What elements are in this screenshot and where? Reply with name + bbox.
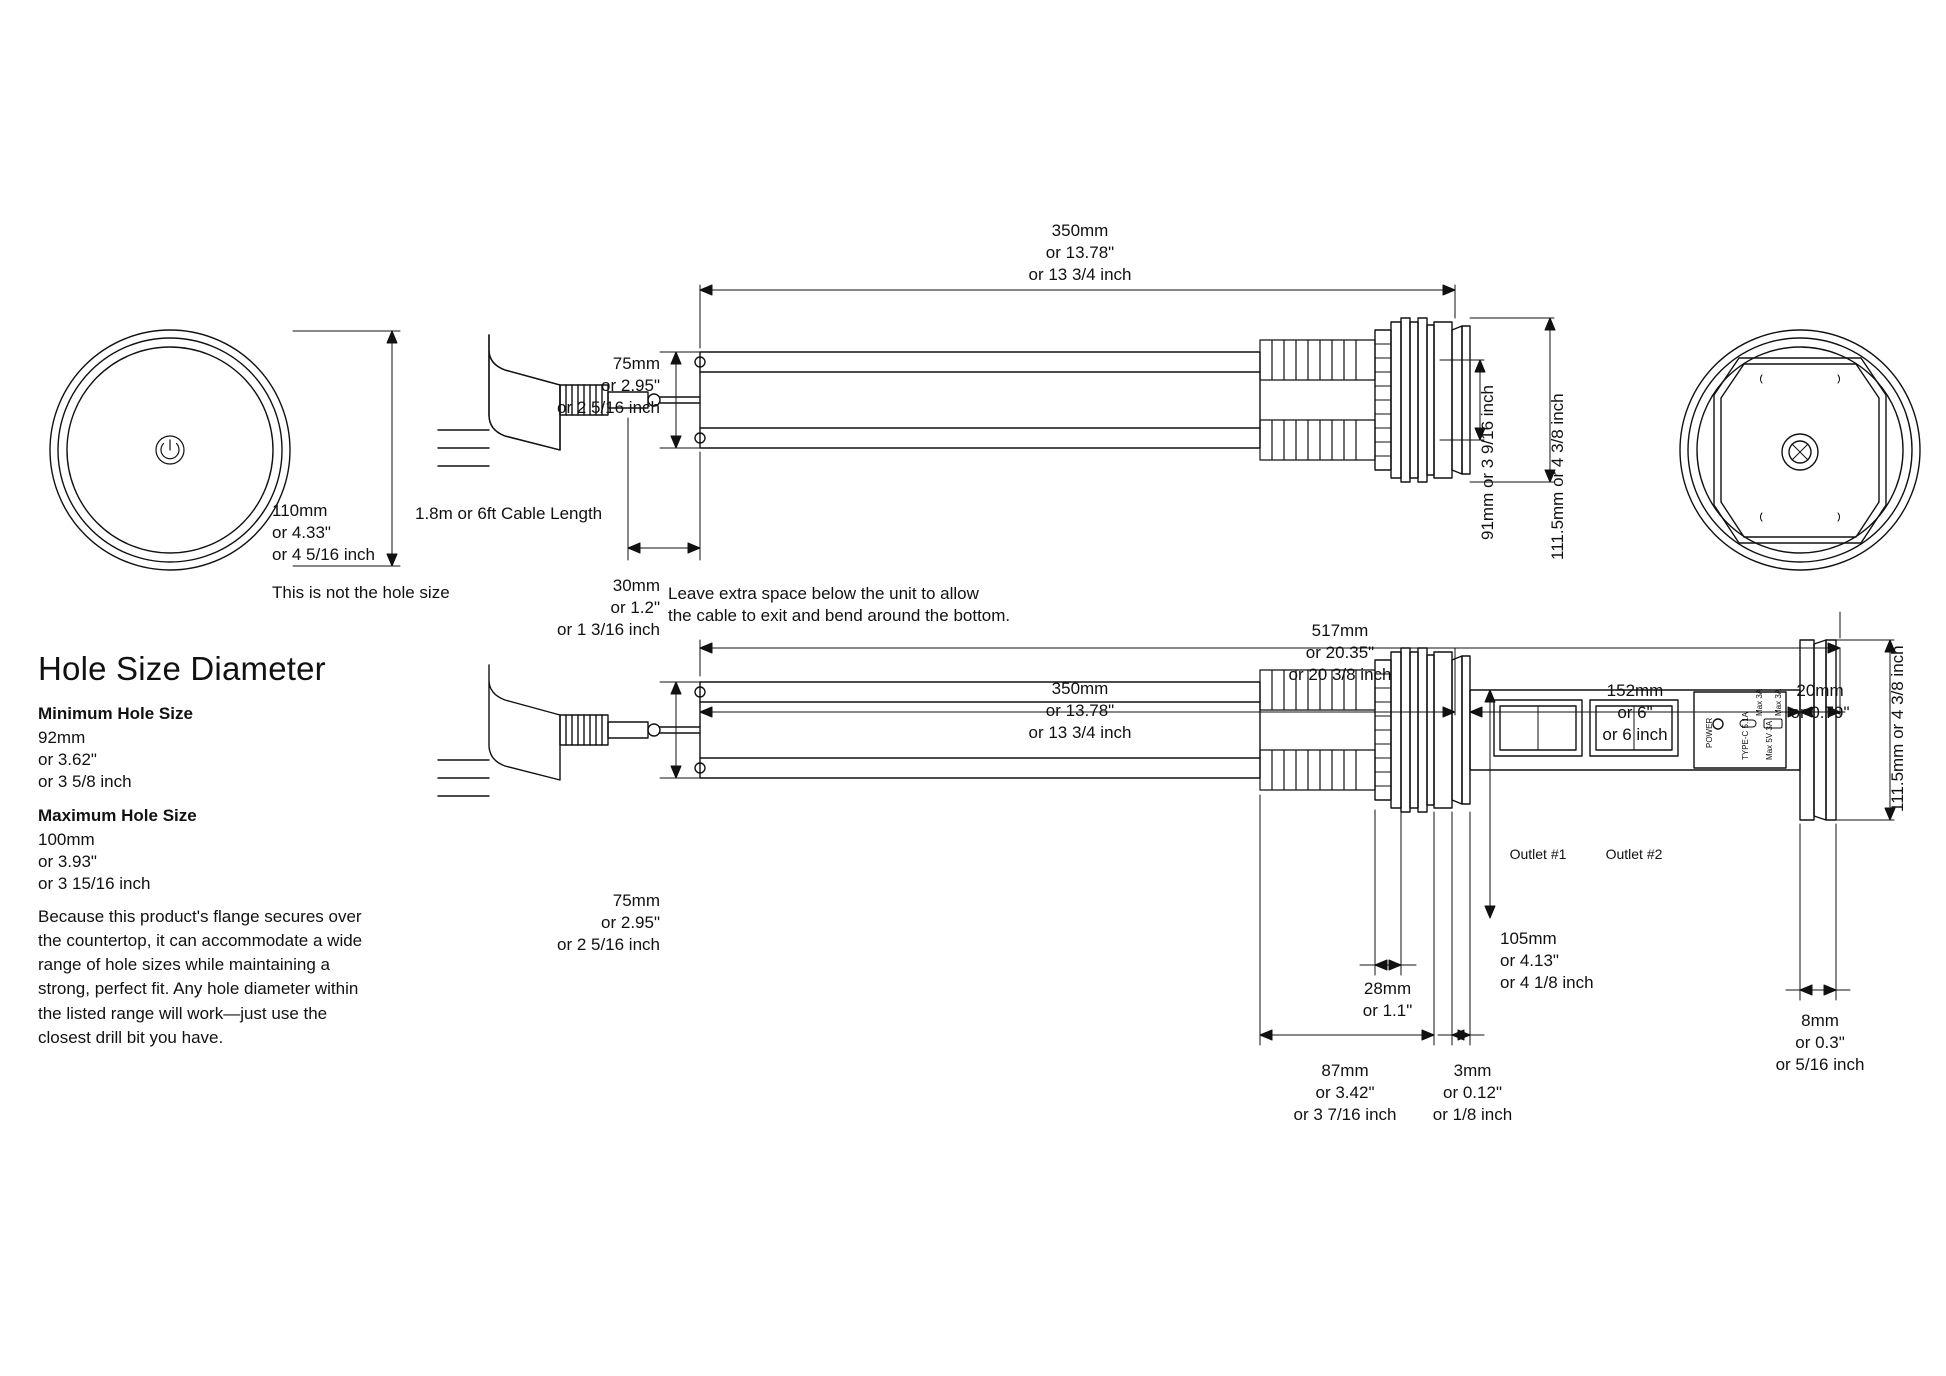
gasket-label: 3mm or 0.12" or 1/8 inch xyxy=(1432,1061,1513,1124)
lower-overall-length-label: 517mm or 20.35" or 20 3/8 inch xyxy=(1288,621,1392,684)
min-hole-label: Minimum Hole Size xyxy=(38,704,193,723)
svg-text:POWER: POWER xyxy=(1705,717,1714,748)
upper-flange-outer-label: 111.5mm or 4 3/8 inch xyxy=(1548,393,1567,560)
min-hole-values: 92mm or 3.62" or 3 5/8 inch xyxy=(38,728,132,791)
top-view-circle xyxy=(50,330,290,570)
hole-size-note: Because this product's flange secures over the countertop, it can accommodate a wide range of hole sizes while maintaining a strong, perfect fit. Any hole diameter within the listed range will work—just use the closest drill bit you have. xyxy=(38,907,363,1047)
lower-body-diameter-label: 75mm or 2.95" or 2 5/16 inch xyxy=(556,891,660,954)
upper-body-diameter-label: 75mm or 2.95" or 2 5/16 inch xyxy=(556,354,660,417)
thread-length-label: 28mm or 1.1" xyxy=(1362,979,1413,1020)
top-view-caption: This is not the hole size xyxy=(272,583,450,602)
svg-text:TYPE-C 5.1A: TYPE-C 5.1A xyxy=(1741,711,1750,760)
cable-length-label: 1.8m or 6ft Cable Length xyxy=(415,504,603,523)
cap-thickness-label: 8mm or 0.3" or 5/16 inch xyxy=(1775,1011,1865,1074)
svg-text:Max 3A: Max 3A xyxy=(1755,688,1764,716)
max-hole-values: 100mm or 3.93" or 3 15/16 inch xyxy=(38,830,151,893)
lower-cap-length-label: 20mm or 0.79" xyxy=(1790,681,1850,722)
svg-text:Max 5V 3A: Max 5V 3A xyxy=(1765,720,1774,760)
svg-text:Max 3A: Max 3A xyxy=(1774,688,1783,716)
top-view-diameter-label: 110mm or 4.33" or 4 5/16 inch xyxy=(272,501,376,564)
collar-width-label: 87mm or 3.42" or 3 7/16 inch xyxy=(1293,1061,1397,1124)
outlet-2-label: Outlet #2 xyxy=(1605,846,1663,862)
lower-plug xyxy=(438,665,700,796)
lower-head-length-label: 152mm or 6" or 6 inch xyxy=(1602,681,1668,744)
max-hole-label: Maximum Hole Size xyxy=(38,806,197,825)
cable-clearance-label: 30mm or 1.2" or 1 3/16 inch xyxy=(556,576,660,639)
lower-tube-length-label: 350mm or 13.78" or 13 3/4 inch xyxy=(1028,679,1132,742)
clearance-note: Leave extra space below the unit to allow the cable to exit and bend around the bottom. xyxy=(668,584,1011,625)
hole-size-heading: Hole Size Diameter xyxy=(38,650,326,687)
outlet-1-label: Outlet #1 xyxy=(1509,846,1567,862)
upper-overall-length-label: 350mm or 13.78" or 13 3/4 inch xyxy=(1028,221,1132,284)
bottom-view-circle xyxy=(1680,330,1920,570)
upper-dimensions xyxy=(628,285,1555,560)
lower-flange-outer-label: 111.5mm or 4 3/8 inch xyxy=(1888,645,1907,812)
head-height-label: 105mm or 4.13" or 4 1/8 inch xyxy=(1500,929,1594,992)
upper-flange-inner-label: 91mm or 3 9/16 inch xyxy=(1478,385,1497,540)
